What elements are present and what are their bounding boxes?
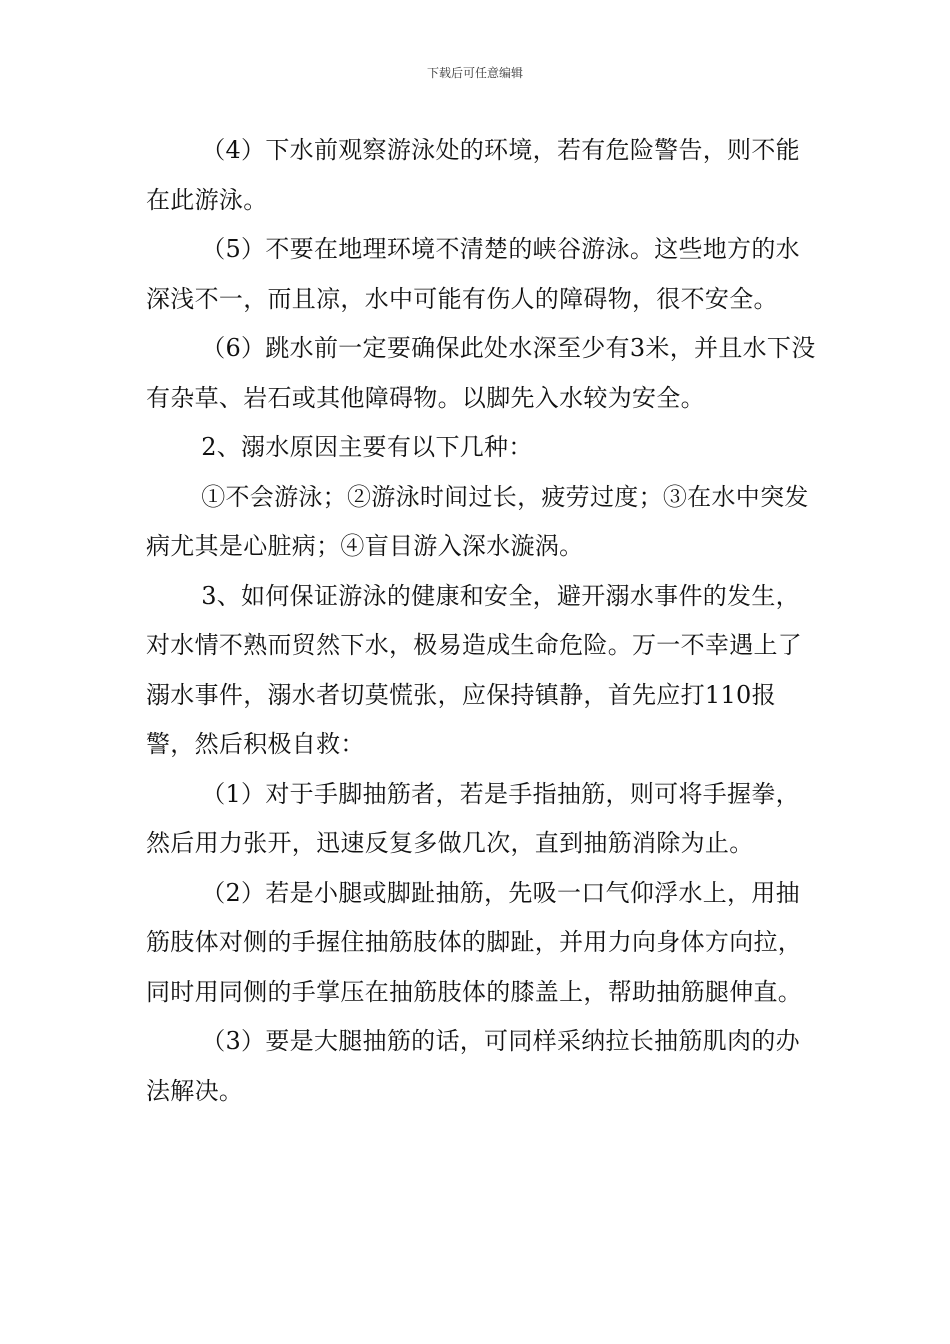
paragraph-self-rescue-1: （1）对于手脚抽筋者，若是手指抽筋，则可将手握拳，然后用力张开，迅速反复多做几次，直到抽筋消除为止。 [146, 779, 800, 857]
paragraph-drowning-causes-list: ①不会游泳；②游泳时间过长，疲劳过度；③在水中突发病尤其是心脏病；④盲目游入深水漩涡。 [146, 482, 809, 560]
paragraph-item-4: （4）下水前观察游泳处的环境，若有危险警告，则不能在此游泳。 [146, 136, 800, 214]
paragraph-self-rescue-2: （2）若是小腿或脚趾抽筋，先吸一口气仰浮水上，用抽筋肢体对侧的手握住抽筋肢体的脚趾，并用力向身体方向拉，同时用同侧的手掌压在抽筋肢体的膝盖上，帮助抽筋腿伸直。 [146, 878, 803, 1006]
paragraph-item-6: （6）跳水前一定要确保此处水深至少有3米，并且水下没有杂草、岩石或其他障碍物。以脚先入水较为安全。 [146, 334, 816, 412]
section-heading-drowning-causes: 2、溺水原因主要有以下几种： [201, 433, 533, 461]
paragraph-self-rescue-3: （3）要是大腿抽筋的话，可同样采纳拉长抽筋肌肉的办法解决。 [146, 1027, 800, 1105]
page-header: 下载后可任意编辑 [426, 66, 523, 80]
document-body [146, 126, 816, 1116]
paragraph-item-5: （5）不要在地理环境不清楚的峡谷游泳。这些地方的水深浅不一，而且凉，水中可能有伤人的障碍物，很不安全。 [146, 235, 800, 313]
section-heading-safety: 3、如何保证游泳的健康和安全，避开溺水事件的发生，对水情不熟而贸然下水，极易造成生命危险。万一不幸遇上了溺水事件，溺水者切莫慌张，应保持镇静，首先应打110报警，然后积极自救： [146, 581, 803, 758]
